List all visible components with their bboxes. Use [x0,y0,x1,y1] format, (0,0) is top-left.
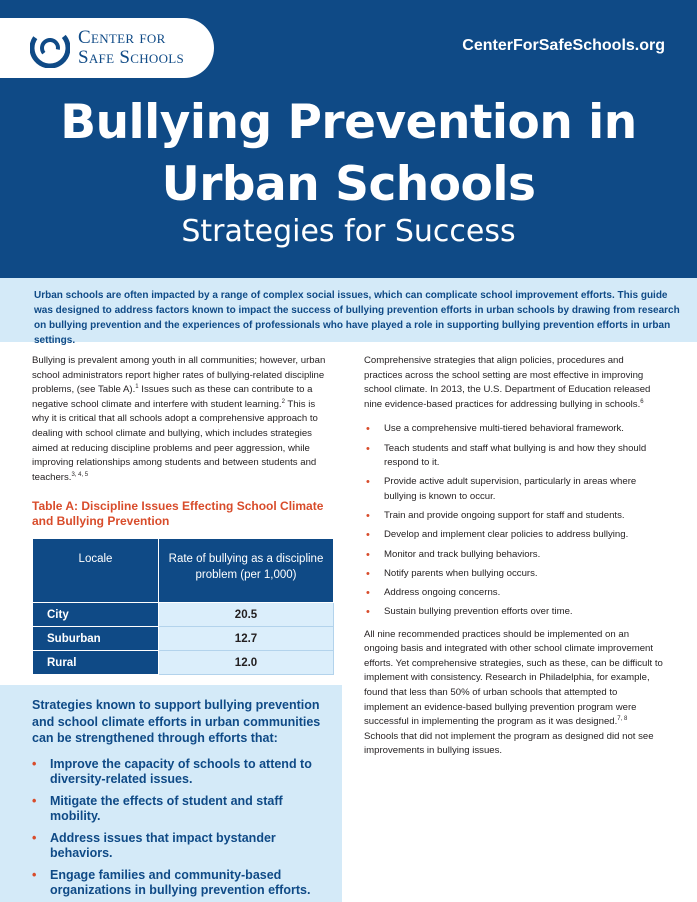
locale-cell: Rural [33,651,159,675]
logo-line-1: Center for [78,27,166,48]
list-item [364,422,664,437]
practice-text: Provide active adult supervision, particularly in areas where bullying is known to occur. [384,476,637,502]
list-item [364,567,664,582]
strategy-text: Mitigate the effects of student and staff mobility. [50,793,283,823]
para-text-1: Bullying is prevalent among youth in all communities; however, urban school administrators report higher rates of bullying-related discipline problems, (see Table A). [32,355,326,396]
page-title [0,92,697,216]
header-banner [0,0,697,278]
right-column [364,354,664,759]
left-column [32,354,332,675]
logo-wordmark [78,28,184,68]
practice-text: Train and provide ongoing support for staff and students. [384,510,625,522]
practice-text: Sustain bullying prevention efforts over time. [384,606,573,618]
locale-cell: City [33,603,159,627]
table-row [33,651,334,675]
list-item [32,868,330,898]
bullet-icon: • [366,606,370,619]
strategy-text: Address issues that impact bystander behaviors. [50,830,276,860]
site-url-link[interactable]: CenterForSafeSchools.org [462,37,665,54]
logo-line-2: Safe Schools [78,47,185,68]
para-text-3: This is why it is critical that all schools adopt a comprehensive approach to dealing with school climate and bullying, which includes strategies aimed at reducing discipline problems and peer aggression, while improving relationships among students and between students and teachers. [32,398,318,483]
intro-summary: Urban schools are often impacted by a range of complex social issues, which can complicate school improvement efforts. This guide was designed to address factors known to impact the success of bullying prevention efforts in urban schools by drawing from research on bullying prevention and the experiences of professionals who have played a role in supporting bullying prevention efforts in urban settings. [0,278,697,342]
bullet-icon: • [32,793,37,808]
list-item [364,605,664,620]
page-subtitle: Strategies for Success [181,214,516,249]
table-header-locale: Locale [33,539,159,603]
bullet-icon: • [32,867,37,882]
list-item [364,442,664,471]
para-text-1: All nine recommended practices should be implemented on an ongoing basis and integrated with other school climate improvement efforts. Yet comprehensive strategies, such as these, can be difficult to implement with consistency. Research in Philadelphia, for example, found that less than 50% of urban schools that attempted to implement an evidence-based bullying prevention program were successful in implementing the program as it was designed. [364,628,663,728]
rate-cell: 12.7 [159,627,334,651]
bullet-icon: • [366,548,370,561]
bullet-icon: • [366,510,370,523]
table-header-rate: Rate of bullying as a discipline problem (per 1,000) [159,539,334,603]
practice-text: Address ongoing concerns. [384,586,501,598]
footnote-ref: 6 [640,398,644,405]
para-text: Comprehensive strategies that align policies, procedures and practices across the school setting are most effective in improving school climate. In 2013, the U.S. Department of Education released nine evidence-based practices for addressing bullying in schools. [364,355,651,410]
list-item [32,831,330,861]
practice-text: Teach students and staff what bullying is and how they should respond to it. [384,442,647,469]
discipline-table [32,538,334,675]
list-item [364,528,664,543]
practices-intro-paragraph [364,354,664,412]
implementation-paragraph [364,628,664,759]
bullet-icon: • [32,756,37,771]
logo-swirl-icon [30,28,70,68]
locale-cell: Suburban [33,627,159,651]
practice-text: Monitor and track bullying behaviors. [384,548,541,560]
bullet-icon: • [366,567,370,580]
list-item [32,794,330,824]
rate-cell: 20.5 [159,603,334,627]
practice-text: Develop and implement clear policies to address bullying. [384,529,629,541]
list-item [364,548,664,563]
intro-paragraph [32,354,332,485]
rate-cell: 12.0 [159,651,334,675]
practice-text: Use a comprehensive multi-tiered behavioral framework. [384,423,624,435]
strategies-list [32,757,330,898]
practice-text: Notify parents when bullying occurs. [384,567,538,579]
title-line-2: Urban Schools [161,157,536,212]
practices-list [364,422,664,619]
bullet-icon: • [366,442,370,455]
list-item [364,509,664,524]
bullet-icon: • [366,476,370,489]
footnote-ref: 2 [281,398,285,405]
strategy-text: Improve the capacity of schools to attend to diversity-related issues. [50,756,312,786]
list-item [364,475,664,504]
bullet-icon: • [366,586,370,599]
strategies-callout [0,685,342,902]
footnote-ref: 1 [135,384,139,390]
title-line-1: Bullying Prevention in [60,95,637,150]
strategy-text: Engage families and community-based organizations in bullying prevention efforts. [50,867,311,897]
table-row [33,627,334,651]
para-text-2: Issues such as these can contribute to a negative school climate and interfere with student learning. [32,384,313,410]
footnote-ref: 3, 4, 5 [71,471,89,478]
strategies-lead: Strategies known to support bullying prevention and school climate efforts in urban communities can be strengthened through efforts that: [32,698,321,745]
list-item [32,757,330,787]
table-title: Table A: Discipline Issues Effecting School Climate and Bullying Prevention [32,499,324,529]
bullet-icon: • [366,529,370,542]
para-text-2: Schools that did not implement the program as designed did not see improvements in bullying issues. [364,730,654,757]
bullet-icon: • [32,830,37,845]
bullet-icon: • [366,423,370,436]
table-row [33,603,334,627]
list-item [364,586,664,601]
footnote-ref: 7, 8 [617,716,628,723]
logo[interactable] [0,18,214,78]
